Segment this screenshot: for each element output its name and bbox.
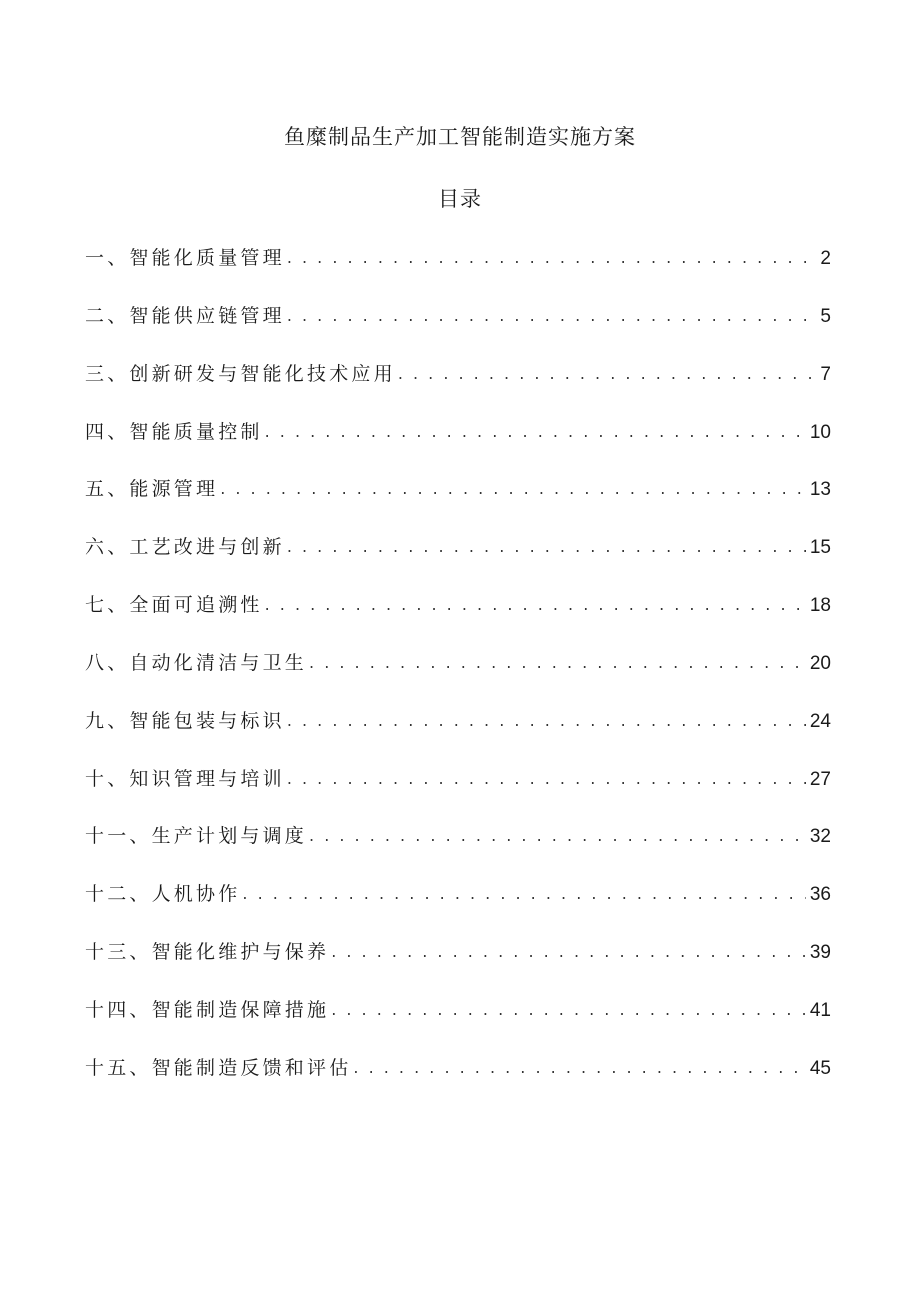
toc-entry-label: 一、智能化质量管理 (85, 247, 285, 269)
toc-entry-page: 5 (820, 305, 831, 327)
toc-entry-label: 九、智能包装与标识 (85, 709, 285, 732)
toc-leader-dots (309, 820, 806, 851)
toc-leader-dots (220, 473, 806, 504)
toc-leader-dots (287, 705, 806, 736)
toc-entry-page: 18 (809, 595, 831, 617)
toc-entry-label: 八、自动化清洁与卫生 (85, 651, 308, 674)
toc-entry-label: 十一、生产计划与调度 (85, 825, 308, 848)
toc-entry-label: 十四、智能制造保障措施 (85, 998, 330, 1021)
toc-entry[interactable] (85, 706, 831, 764)
toc-entry[interactable] (85, 764, 831, 822)
toc-entry-page: 20 (809, 652, 831, 674)
toc-entry-page: 36 (809, 884, 831, 906)
toc-heading: 目录 (438, 187, 482, 211)
toc-entry-page: 32 (809, 826, 831, 848)
toc-entry[interactable] (85, 1053, 831, 1111)
toc-entry[interactable] (85, 359, 831, 417)
toc-entry-label: 十、知识管理与培训 (85, 767, 285, 790)
toc-entry-label: 四、智能质量控制 (85, 420, 263, 443)
toc-entry-label: 十三、智能化维护与保养 (85, 941, 330, 964)
toc-leader-dots (331, 994, 806, 1025)
toc-entry-label: 六、工艺改进与创新 (85, 536, 285, 559)
toc-leader-dots (398, 358, 817, 389)
toc-leader-dots (287, 531, 806, 562)
toc-entry[interactable] (85, 532, 831, 590)
toc-entry-page: 39 (809, 942, 831, 964)
toc-leader-dots (287, 242, 817, 273)
toc-entry-page: 7 (820, 363, 831, 385)
toc-entry-label: 十二、人机协作 (85, 883, 241, 906)
toc-entry[interactable] (85, 821, 831, 879)
toc-entry-label: 七、全面可追溯性 (85, 594, 263, 617)
toc-entry-page: 45 (809, 1057, 831, 1079)
toc-entry-page: 27 (809, 768, 831, 790)
toc-entry-page: 15 (809, 537, 831, 559)
toc-entry[interactable] (85, 879, 831, 937)
toc-entry[interactable] (85, 474, 831, 532)
toc-entry[interactable] (85, 243, 831, 301)
document-title: 鱼糜制品生产加工智能制造实施方案 (284, 125, 636, 149)
toc-leader-dots (242, 878, 805, 909)
toc-entry-page: 24 (809, 710, 831, 732)
toc-leader-dots (265, 416, 806, 447)
toc-leader-dots (265, 589, 806, 620)
toc-leader-dots (331, 936, 806, 967)
toc-entry-page: 13 (809, 479, 831, 501)
toc-leader-dots (287, 763, 806, 794)
toc-entry-label: 二、智能供应链管理 (85, 304, 285, 327)
toc-entry[interactable] (85, 590, 831, 648)
table-of-contents (85, 243, 831, 1111)
toc-entry[interactable] (85, 995, 831, 1053)
toc-entry-page: 41 (809, 999, 831, 1021)
toc-entry[interactable] (85, 937, 831, 995)
toc-entry-label: 十五、智能制造反馈和评估 (85, 1056, 352, 1079)
toc-leader-dots (353, 1052, 805, 1083)
toc-entry-page: 2 (820, 248, 831, 269)
toc-entry[interactable] (85, 301, 831, 359)
toc-leader-dots (287, 300, 817, 331)
toc-entry[interactable] (85, 417, 831, 475)
toc-leader-dots (309, 647, 806, 678)
toc-entry-page: 10 (809, 421, 831, 443)
toc-entry-label: 五、能源管理 (85, 478, 219, 501)
toc-entry[interactable] (85, 648, 831, 706)
toc-entry-label: 三、创新研发与智能化技术应用 (85, 362, 396, 385)
